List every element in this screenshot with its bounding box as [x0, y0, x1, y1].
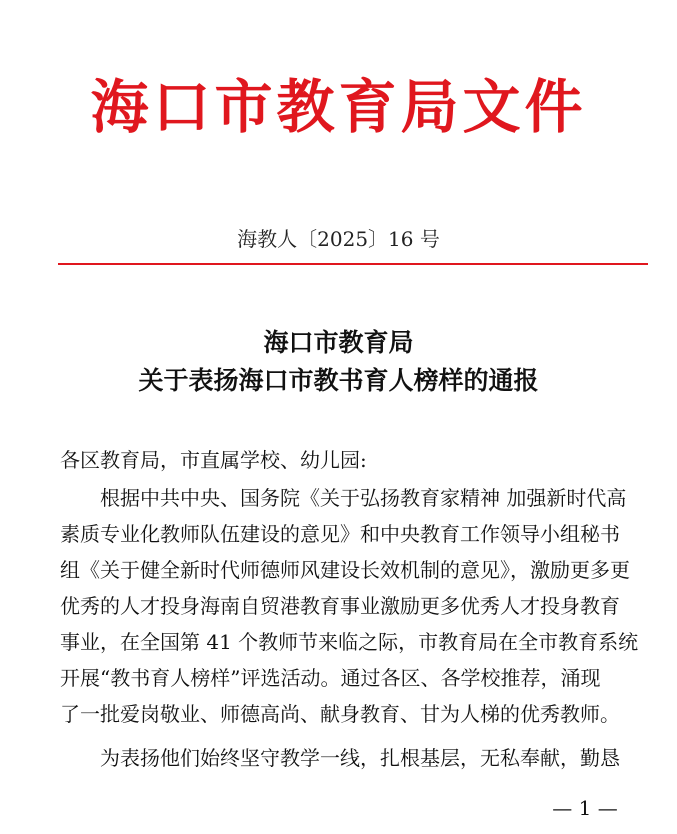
body-line: 为表扬他们始终坚守教学一线，扎根基层，无私奉献，勤恳 [60, 746, 620, 770]
body-line: 事业，在全国第 41 个教师节来临之际，市教育局在全市教育系统 [60, 630, 639, 654]
body-line: 优秀的人才投身海南自贸港教育事业激励更多优秀人才投身教育 [60, 594, 620, 618]
body-line: 素质专业化教师队伍建设的意见》和中央教育工作领导小组秘书 [60, 522, 620, 546]
body-line: 开展“教书育人榜样”评选活动。通过各区、各学校推荐，涌现 [60, 666, 601, 690]
body-line: 根据中共中央、国务院《关于弘扬教育家精神 加强新时代高 [60, 486, 627, 510]
body-line: 组《关于健全新时代师德师风建设长效机制的意见》，激励更多更 [60, 558, 630, 582]
page-number: — 1 — [552, 796, 618, 820]
salutation: 各区教育局，市直属学校、幼儿园: [60, 448, 367, 472]
red-divider-rule [58, 263, 648, 265]
document-title-line-2: 关于表扬海口市教书育人榜样的通报 [138, 366, 539, 395]
document-masthead: 海口市教育局文件 [90, 73, 587, 141]
document-number: 海教人〔2025〕16 号 [237, 227, 440, 251]
body-line: 了一批爱岗敬业、师德高尚、献身教育、甘为人梯的优秀教师。 [60, 702, 620, 726]
document-title-line-1: 海口市教育局 [263, 328, 414, 357]
